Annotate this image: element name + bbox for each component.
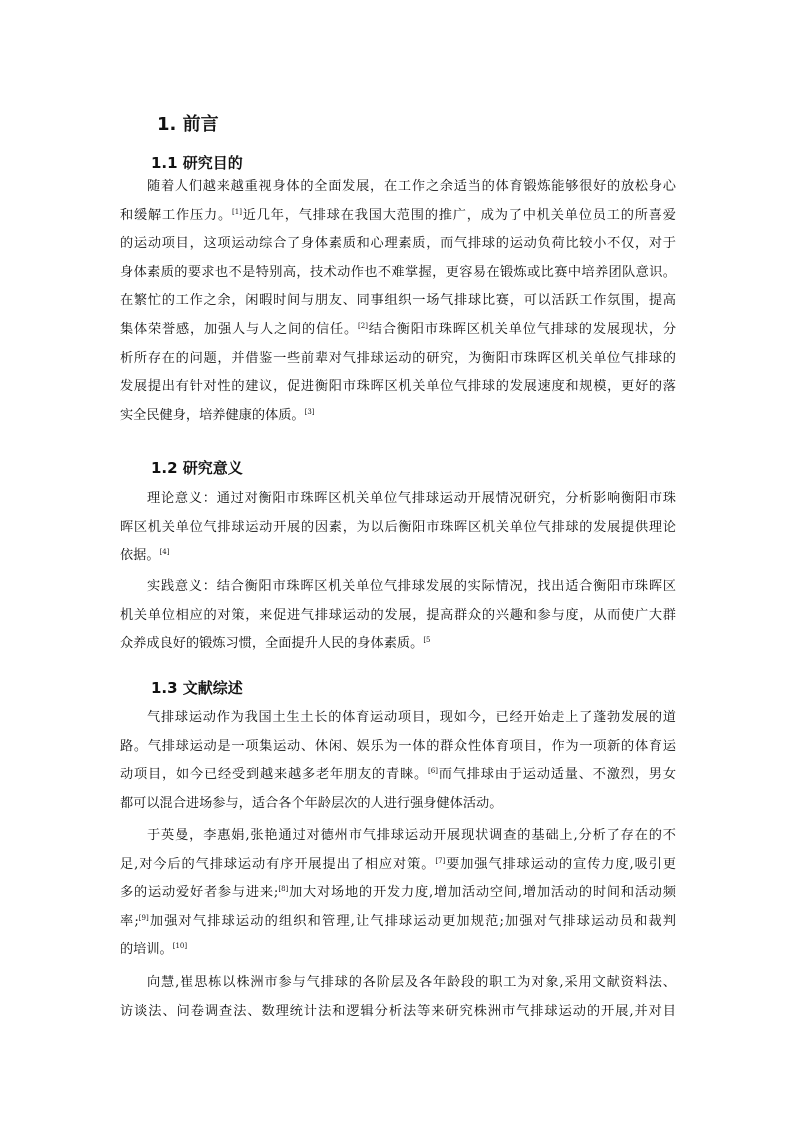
citation: [10] [172,942,188,951]
text-line: 机关单位相应的对策，来促进气排球运动的发展，提高群众的兴趣和参与度，从而使广大群 [120,607,676,623]
text-line: 访谈法、问卷调查法、数理统计法和逻辑分析法等来研究株洲市气排球运动的开展,并对目 [120,1003,676,1019]
text-line: 依据。[4] [120,548,170,564]
paragraph-practical-significance [120,573,676,659]
citation: [4] [159,548,170,557]
citation: [7] [435,856,446,865]
text-line: 身体素质的要求也不是特别高，技术动作也不难掌握，更容易在锻炼或比赛中培养团队意识。 [120,264,676,280]
citation: [3] [304,407,315,416]
citation: [8] [278,885,289,894]
text-line: 实全民健身，培养健康的体质。[3] [120,407,315,423]
paragraph-research-purpose [120,173,676,430]
paragraph-literature-3 [120,969,676,1026]
text-line: 发展提出有针对性的建议，促进衡阳市珠晖区机关单位气排球的发展速度和规模，更好的落 [120,379,676,395]
text-line: 气排球运动作为我国土生土长的体育运动项目，现如今，已经开始走上了蓬勃发展的道 [147,710,676,725]
section-heading-1-1: 1.1 研究目的 [151,154,243,172]
text-line: 析所存在的问题，并借鉴一些前辈对气排球运动的研究，为衡阳市珠晖区机关单位气排球的 [120,350,676,366]
text-line: 和缓解工作压力。[1]近几年，气排球在我国大范围的推广，成为了中机关单位员工的所喜爱 [120,207,676,223]
text-line: 于英曼，李惠娟,张艳通过对德州市气排球运动开展现状调查的基础上,分析了存在的不 [147,828,676,843]
text-line: 多的运动爱好者参与进来;[8]加大对场地的开发力度,增加活动空间,增加活动的时间和活动频 [120,885,676,901]
text-line: 都可以混合进场参与，适合各个年龄层次的人进行强身健体活动。 [120,795,503,811]
citation: [2] [358,321,368,330]
text-line: 足,对今后的气排球运动有序开展提出了相应对策。[7]要加强气排球运动的宣传力度,吸引更 [120,856,676,872]
text-line: 的培训。[10] [120,942,188,958]
main-heading: 1. 前言 [157,114,219,135]
citation: [5 [423,636,431,645]
section-heading-1-3: 1.3 文献综述 [151,679,243,697]
text-line: 众养成良好的锻炼习惯，全面提升人民的身体素质。$^{[5}$ [120,636,431,652]
paragraph-literature-1 [120,704,676,818]
text-line: 动项目，如今已经受到越来越多老年朋友的青睐。[6]而气排球由于运动适量、不激烈，男女 [120,767,676,783]
text-line: 集体荣誉感，加强人与人之间的信任。[2]结合衡阳市珠晖区机关单位气排球的发展现状，分 [120,321,676,337]
section-heading-1-2: 1.2 研究意义 [151,459,243,477]
paragraph-literature-2 [120,822,676,965]
text-line: 随着人们越来越重视身体的全面发展，在工作之余适当的体育锻炼能够很好的放松身心 [147,179,676,194]
text-line: 理论意义：通过对衡阳市珠晖区机关单位气排球运动开展情况研究，分析影响衡阳市珠 [147,491,676,506]
text-line: 晖区机关单位气排球运动开展的因素，为以后衡阳市珠晖区机关单位气排球的发展提供理论 [120,519,676,535]
citation: [6] [428,767,438,776]
text-line: 率;[9]加强对气排球运动的组织和管理,让气排球运动更加规范;加强对气排球运动员和裁判 [120,913,676,929]
text-line: 路。气排球运动是一项集运动、休闲、娱乐为一体的群众性体育项目，作为一项新的体育运 [120,738,676,754]
text-line: 在繁忙的工作之余，闲暇时间与朋友、同事组织一场气排球比赛，可以活跃工作氛围，提高 [120,293,676,309]
text-line: 的运动项目，这项运动综合了身体素质和心理素质，而气排球的运动负荷比较小不仅，对于 [120,236,676,252]
citation: [1] [232,207,242,216]
citation: [9] [138,913,149,922]
text-line: 实践意义：结合衡阳市珠晖区机关单位气排球发展的实际情况，找出适合衡阳市珠晖区 [147,579,676,594]
paragraph-theoretical-significance [120,485,676,571]
text-line: 向慧,崔思栋以株洲市参与气排球的各阶层及各年龄段的职工为对象,采用文献资料法、 [147,975,676,990]
